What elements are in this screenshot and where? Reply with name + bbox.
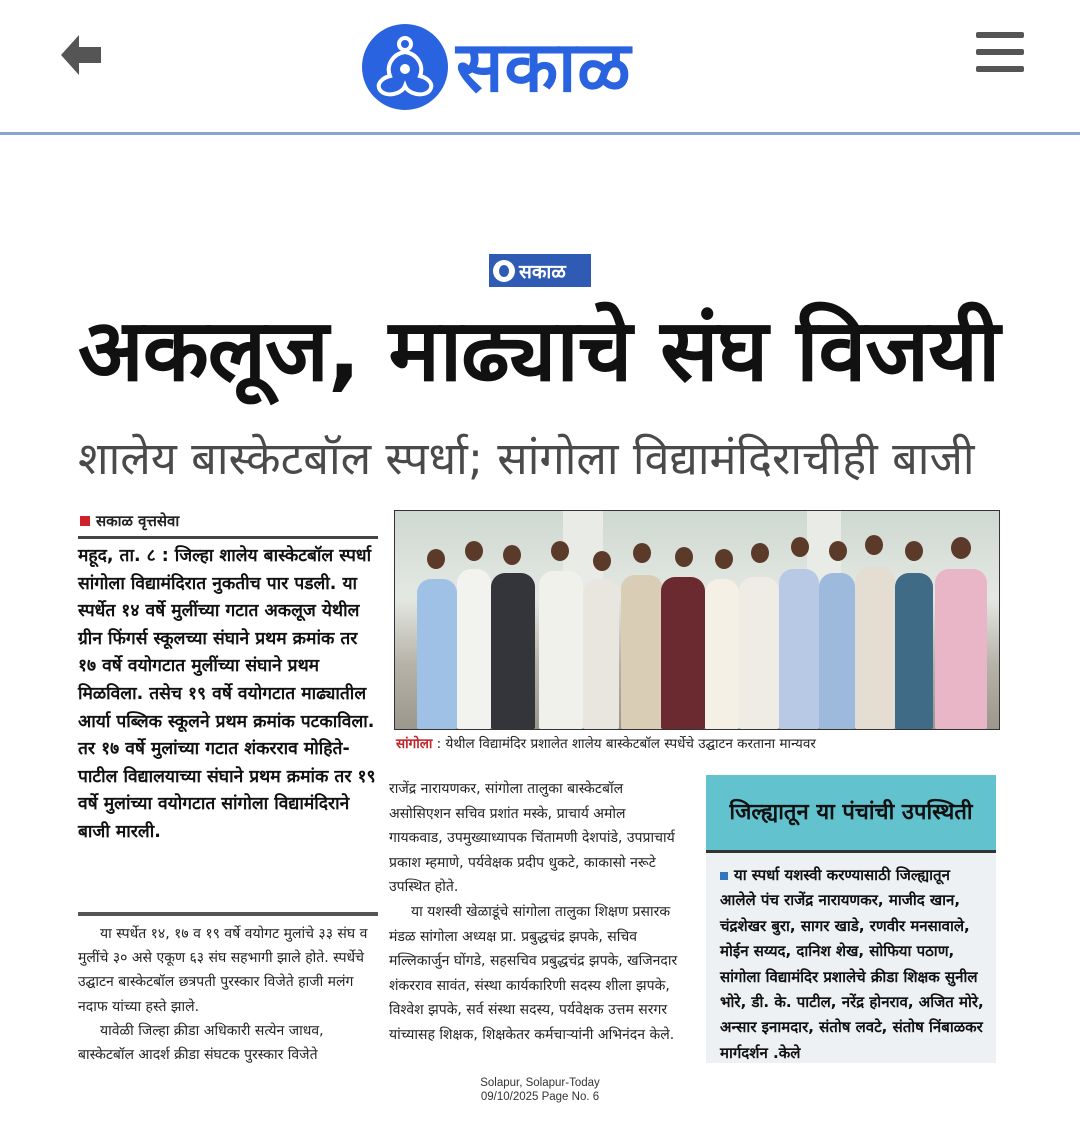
photo-person [457,569,491,729]
byline-text: सकाळ वृत्तसेवा [96,512,180,530]
photo-caption [396,734,996,752]
photo-head [551,541,569,561]
photo-head [715,549,733,569]
photo-head [503,545,521,565]
article-subheadline: शालेय बास्केटबॉल स्पर्धा; सांगोला विद्यामंदिराचीही बाजी [78,432,975,485]
photo-person [705,579,739,729]
photo-person [895,573,933,729]
photo-person [417,579,457,729]
photo-head [951,537,971,559]
photo-head [751,543,769,563]
article-headline: अकलूज, माढ्याचे संघ विजयी [78,301,1000,401]
brand-name: सकाळ [456,26,632,108]
photo-head [675,547,693,567]
article-lead: महूद, ता. ८ : जिल्हा शालेय बास्केटबॉल स्पर्धा सांगोला विद्यामंदिरात नुकतीच पार पडली. या स्पर्धेत १४ वर्षे मुलींच्या गटात अकलूज येथील ग्रीन फिंगर्स स्कूलच्या संघाने प्रथम क्रमांक तर १७ वर्षे वयोगटात मुलींच्या संघाने प्रथम मिळविला. तसेच १९ वर्षे वयोगटात माढ्यातील आर्या पब्लिक स्कूलने प्रथम क्रमांक पटकाविला. तर १७ वर्षे मुलांच्या गटात शंकरराव मोहिते-पाटील विद्यालयाच्या संघाने प्रथम क्रमांक तर १९ वर्षे मुलांच्या वयोगटात सांगोला विद्यामंदिराने बाजी मारली. [78,546,376,842]
photo-person [621,575,663,729]
photo-head [593,551,611,571]
column-2-paragraph: राजेंद्र नारायणकर, सांगोला तालुका बास्केटबॉल असोसिएशन सचिव प्रशांत मस्के, प्राचार्य अमोल गायकवाड, उपमुख्याध्यापक चिंतामणी देशपांडे, उपप्राचार्य प्रकाश म्हमाणे, पर्यवेक्षक प्रदीप धुकटे, काकासो नरूटे उपस्थित होते. [389,781,675,896]
edition-label: Solapur, Solapur-Today [480,1077,600,1089]
photo-person [661,577,705,729]
photo-person [739,577,779,729]
photo-person [819,573,855,729]
clipping-footer [440,1076,640,1104]
masthead-logo [489,254,591,287]
photo-person [779,569,819,729]
photo-head [791,537,809,557]
hamburger-menu-icon [976,32,1024,38]
caption-text: : येथील विद्यामंदिर प्रशालेत शालेय बास्केटबॉल स्पर्धेचे उद्घाटन करताना मान्यवर [436,736,816,752]
photo-head [865,535,883,555]
photo-person [583,579,619,729]
photo-person [491,573,535,729]
sidebox-title: जिल्ह्यातून या पंचांची उपस्थिती [706,775,996,850]
sidebox-text: या स्पर्धा यशस्वी करण्यासाठी जिल्ह्यातून आलेले पंच राजेंद्र नारायणकर, माजीद खान, चंद्रशेखर बुरा, सागर खाडे, रणवीर मनसावाले, मोईन सय्यद, दानिश शेख, सोफिया पठाण, सांगोला विद्यामंदिर प्रशालेचे क्रीडा शिक्षक सुनील भोरे, डी. के. पाटील, नरेंद्र होनराव, अजित मोरे, अन्सार इनामदार, संतोष लवटे, संतोष निंबाळकर मार्गदर्शन .केले [720,866,984,1062]
hamburger-line [976,49,1024,55]
article-byline [80,511,179,531]
photo-head [427,549,445,569]
column-1-paragraph: यावेळी जिल्हा क्रीडा अधिकारी सत्येन जाधव, बास्केटबॉल आदर्श क्रीडा संघटक पुरस्कार विजेते [78,1022,324,1064]
back-arrow-icon [57,32,105,78]
back-button[interactable] [52,28,110,82]
photo-person [855,567,895,729]
referees-sidebox [706,775,996,1063]
article-column-1 [78,922,380,1067]
photo-head [633,543,651,563]
byline-rule [78,536,378,539]
photo-head [465,541,483,561]
header-divider [0,132,1080,135]
article-column-2 [389,777,681,1048]
photo-head [829,541,847,561]
sidebox-body [706,853,996,1066]
article-photo [394,510,1000,730]
caption-place: सांगोला [396,736,433,752]
column-2-paragraph: या यशस्वी खेळाडूंचे सांगोला तालुका शिक्षण प्रसारक मंडळ सांगोला अध्यक्ष प्रा. प्रबुद्धचंद्र झपके, सचिव मल्लिकार्जुन घोंगडे, सहसचिव प्रबुद्धचंद्र झपके, खजिनदार शंकरराव सावंत, संस्था कार्यकारिणी सदस्य शीला झपके, विश्वेश झपके, सर्व संस्था सदस्य, पर्यवेक्षक उत्तम सरगर यांच्यासह शिक्षक, शिक्षकेतर कर्मचाऱ्यांनी अभिनंदन केले. [389,903,678,1043]
sakal-small-emblem-icon [493,260,515,282]
photo-head [905,541,923,561]
app-header [0,0,1080,133]
lead-rule [78,912,378,916]
menu-button[interactable] [972,30,1028,76]
brand-logo[interactable] [362,22,631,112]
photo-person [935,569,987,729]
hamburger-line [976,66,1024,72]
masthead-text: सकाळ [519,260,566,283]
sakal-emblem-icon [362,24,448,110]
photo-person [539,571,583,729]
column-1-paragraph: या स्पर्धेत १४, १७ व १९ वर्षे वयोगट मुलांचे ३३ संघ व मुलींचे ३० असे एकूण ६३ संघ सहभागी झाले होते. स्पर्धेचे उद्घाटन बास्केटबॉल छत्रपती पुरस्कार विजेते हाजी मलंग नदाफ यांच्या हस्ते झाले. [78,926,368,1015]
sidebox-marker-icon [720,872,728,880]
byline-marker-icon [80,516,90,526]
date-page-label: 09/10/2025 Page No. 6 [480,1091,600,1103]
